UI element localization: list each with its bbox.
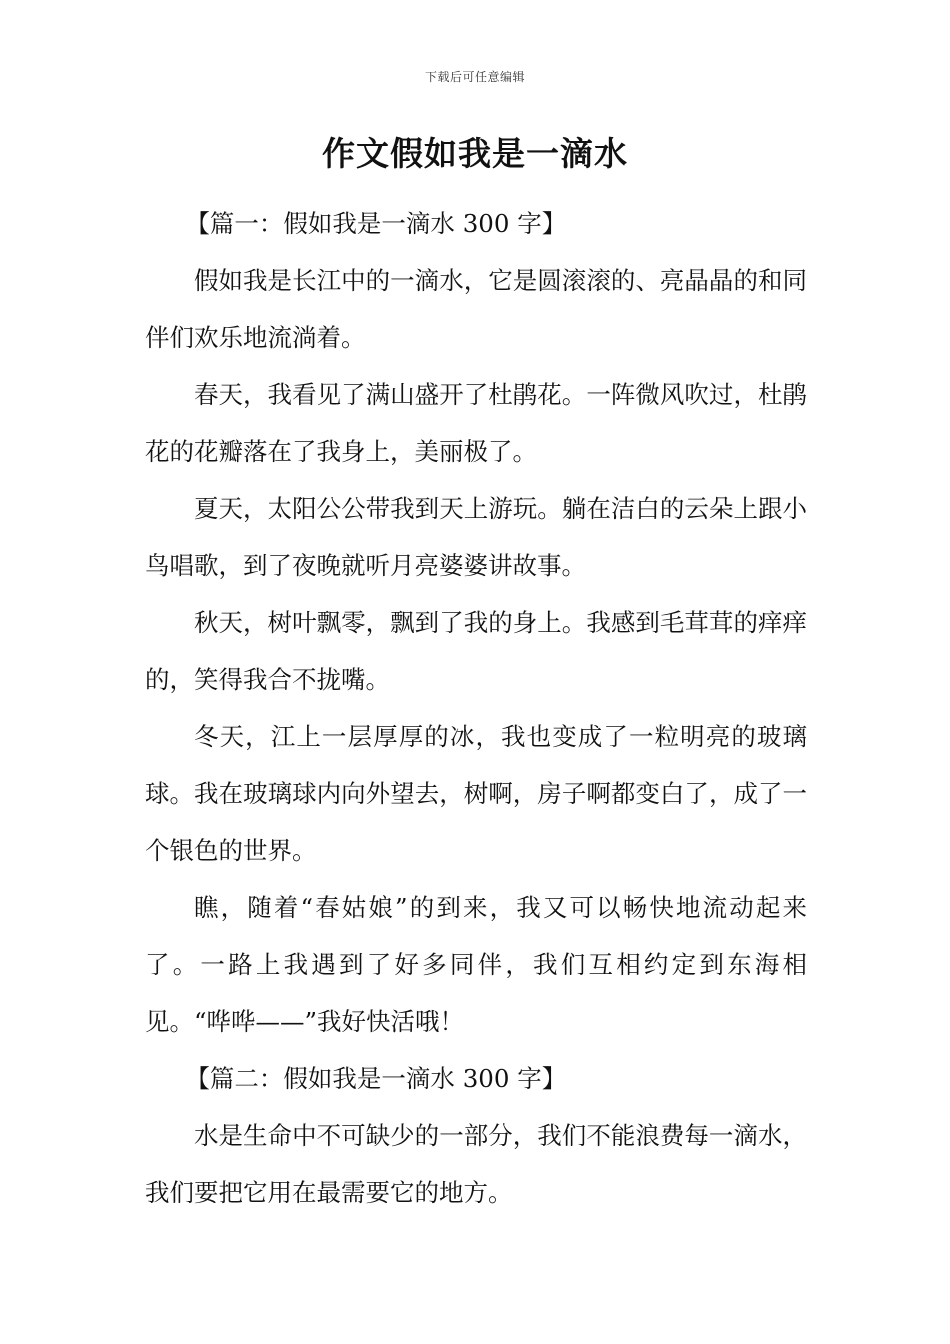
paragraph: 春天，我看见了满山盛开了杜鹃花。一阵微风吹过，杜鹃花的花瓣落在了我身上，美丽极了。 <box>145 380 807 466</box>
document-title: 作文假如我是一滴水 <box>322 134 628 173</box>
paragraph: 冬天，江上一层厚厚的冰，我也变成了一粒明亮的玻璃球。我在玻璃球内向外望去，树啊，房子啊都变白了，成了一个银色的世界。 <box>145 722 807 865</box>
paragraph: 夏天，太阳公公带我到天上游玩。躺在洁白的云朵上跟小鸟唱歌，到了夜晚就听月亮婆婆讲故事。 <box>145 494 807 580</box>
paragraph: 水是生命中不可缺少的一部分，我们不能浪费每一滴水，我们要把它用在最需要它的地方。 <box>145 1121 807 1207</box>
section-heading-2: 【篇二：假如我是一滴水 300 字】 <box>185 1064 567 1093</box>
section-heading-1: 【篇一：假如我是一滴水 300 字】 <box>185 209 567 238</box>
paragraph: 假如我是长江中的一滴水，它是圆滚滚的、亮晶晶的和同伴们欢乐地流淌着。 <box>145 266 807 352</box>
header-note: 下载后可任意编辑 <box>424 70 525 84</box>
document-body <box>145 195 807 1221</box>
paragraph: 瞧，随着“春姑娘”的到来，我又可以畅快地流动起来了。一路上我遇到了好多同伴，我们互相约定到东海相见。“哗哗——”我好快活哦！ <box>145 893 807 1036</box>
paragraph: 秋天，树叶飘零，飘到了我的身上。我感到毛茸茸的痒痒的，笑得我合不拢嘴。 <box>145 608 807 694</box>
